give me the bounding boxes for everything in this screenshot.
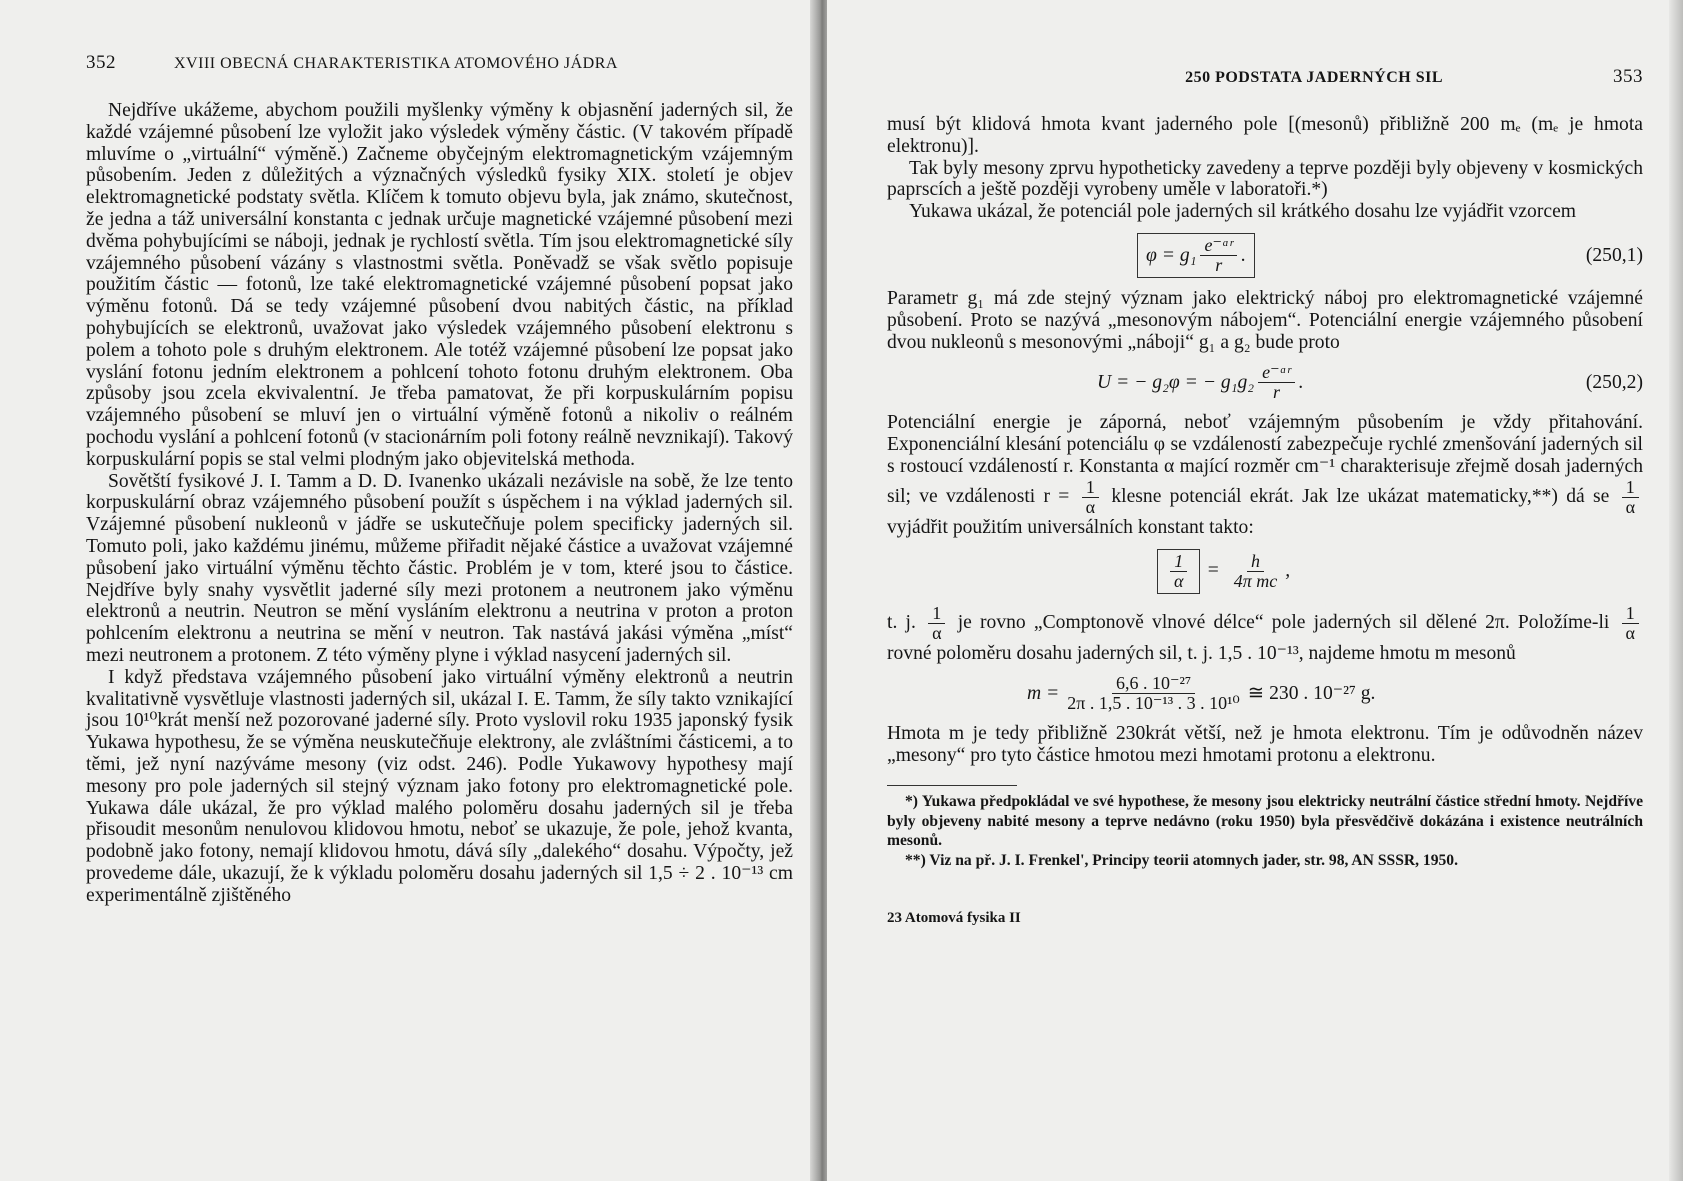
fraction [928, 604, 945, 643]
equation-250-2 [887, 363, 1643, 402]
text-run: klesne potenciál ekrát. Jak lze ukázat matematicky,**) dá se [1111, 485, 1610, 507]
footnote-rule [887, 785, 1017, 786]
left-page-header [86, 52, 793, 78]
paragraph: Sovětští fysikové J. I. Tamm a D. D. Ivanenko ukázali nezávisle na sobě, že lze tento korpuskulární obraz vzájemného působení použít s úspěchem i na výklad jaderných sil. Vzájemné působení nukleonů v jádře se uskutečňuje polem specificky jaderných sil. Tomuto poli, jako každému jinému, můžeme přiřadit nějaké částice a uvažovat vzájemné působení jako virtuální výměnu těchto částic. Problém je v tom, které jsou to částice. Nejdříve byly snahy vysvětlit jaderné síly mezi protonem a neutronem jako výměnu elektronů a neutrin. Neutron se mění vysláním elektronu a neutrina v proton a proton pohlcením elektronu a neutrina se mění v neutron. Tak nastává jakási výměna „míst“ mezi neutronem a protonem. Z této výměny plyne i výklad nasycení jaderných sil. [86, 470, 793, 666]
equation-number: (250,2) [1585, 371, 1643, 393]
fraction-denominator: 4π mc [1233, 570, 1278, 591]
fraction-numerator: 1 [928, 604, 945, 624]
fraction [1170, 552, 1187, 591]
left-running-head: XVIII OBECNÁ CHARAKTERISTIKA ATOMOVÉHO JÁDRA [174, 55, 618, 72]
fraction-numerator: 1 [1622, 604, 1639, 624]
fraction-denominator: α [1625, 622, 1635, 643]
left-page-body [86, 100, 793, 906]
text-run: Potenciální energie je záporná, neboť vzájemným působením je vždy přitahování. Exponenciální klesání potenciálu φ se vzdáleností zabezpečuje rychlé zmenšování jaderných sil s rostoucí vzdáleností r. Konstanta α mající rozměr cm⁻¹ charakterisuje zřejmě dosah jaderných sil; ve vzdálenosti r = [887, 412, 1643, 507]
equation-250-1 [887, 233, 1643, 278]
fraction-denominator: α [932, 622, 942, 643]
fraction [1258, 363, 1295, 402]
right-page-header [887, 66, 1643, 92]
equation-lhs: m = [1027, 682, 1060, 704]
paragraph: Tak byly mesony zprvu hypotheticky zavedeny a teprve později byly objeveny v kosmických paprscích a ještě později vyrobeny uměle v laboratoři.*) [887, 157, 1643, 201]
fraction [1622, 604, 1639, 643]
fraction-denominator: α [1174, 570, 1184, 591]
equation-box [1157, 549, 1200, 594]
equation-compton [887, 549, 1643, 594]
equals-sign: = [1206, 560, 1220, 582]
equation-tail: , [1285, 560, 1291, 582]
footnote: *) Yukawa předpokládal ve své hypothese, že mesony jsou elektricky neutrální částice střední hmoty. Nejdříve byly objeveny nabité mesony a teprve nedávno (roku 1950) byla přesvědčivě dokázána i existence neutrálních mesonů. [887, 792, 1643, 850]
fraction [1200, 236, 1237, 275]
paragraph: Yukawa ukázal, že potenciál pole jaderných sil krátkého dosahu lze vyjádřit vzorcem [909, 201, 1577, 223]
text-run: je rovno „Comptonově vlnové délce“ pole jaderných sil dělené 2π. Položíme-li [957, 611, 1610, 633]
fraction-denominator: r [1215, 254, 1223, 275]
fraction-numerator: 1 [1170, 552, 1187, 572]
paragraph: I když představa vzájemného působení jako virtuální výměny elektronů a neutrin kvalitativně vysvětluje vlastnosti jaderných sil, ukázal I. E. Tamm, že síly takto vznikající jsou 10¹⁰krát menší než pozorované jaderné síly. Proto vyslovil roku 1935 japonský fysik Yukawa hypothesu, že se výměna neuskutečňuje elektrony, ale zvláštními částicemi, a to těmi, jež nyní nazýváme mesony (viz odst. 246). Podle Yukawovy hypothesy mají mesony pro pole jaderných sil stejný význam jako fotony pro elektromagnetické pole. Yukawa dále ukázal, že pro výklad malého poloměru dosahu jaderných sil je třeba přisoudit mesonům nenulovou klidovou hmotu, neboť se ukazuje, že pole, jehož kvanta, podobně jako fotony, nemají klidovou hmotu, dává síly „dalekého“ dosahu. Výpočty, jež provedeme dále, ukazují, že k výkladu poloměru dosahu jaderných sil 1,5 ÷ 2 . 10⁻¹³ cm experimentálně zjištěného [86, 666, 793, 906]
equation-tail: . [1298, 371, 1304, 393]
fraction-denominator: α [1085, 496, 1096, 517]
fraction-numerator: e⁻ᵅʳ [1200, 236, 1237, 256]
fraction-numerator: 1 [1082, 478, 1099, 498]
left-page-number: 352 [86, 52, 116, 73]
equation-tail: . [1241, 244, 1247, 266]
paragraph [887, 604, 1643, 665]
fraction-denominator: r [1272, 382, 1280, 403]
equation-box [1137, 233, 1255, 278]
left-page [0, 0, 823, 1181]
fraction-denominator: α [1625, 496, 1636, 517]
right-page-body [887, 114, 1643, 930]
fraction [1082, 478, 1099, 517]
footnotes [887, 792, 1643, 870]
fraction [1230, 552, 1282, 591]
text-run: t. j. [887, 611, 916, 633]
text-run: rovné poloměru dosahu jaderných sil, t. j. 1,5 . 10⁻¹³, najdeme hmotu m mesonů [887, 642, 1516, 664]
fraction [1063, 674, 1244, 713]
printer-signature: 23 Atomová fysika II [887, 910, 1021, 927]
page-edge-shadow [1669, 0, 1683, 1181]
right-page [827, 0, 1683, 1181]
fraction-numerator: 6,6 . 10⁻²⁷ [1112, 674, 1195, 694]
fraction [1622, 478, 1639, 517]
equation-lhs: U = − g₂φ = − g₁g₂ [1097, 371, 1255, 393]
footnote: **) Viz na př. J. I. Frenkel', Principy teorii atomnych jader, str. 98, AN SSSR, 1950. [905, 851, 1459, 869]
fraction-numerator: h [1247, 552, 1264, 572]
fraction-denominator: 2π . 1,5 . 10⁻¹³ . 3 . 10¹⁰ [1067, 693, 1240, 714]
text-run: vyjádřit použitím universálních konstant takto: [887, 516, 1254, 538]
equation-number: (250,1) [1585, 244, 1643, 266]
paragraph [887, 412, 1643, 538]
paragraph: Parametr g₁ má zde stejný význam jako elektrický náboj pro elektromagnetické vzájemné působení. Proto se nazývá „mesonovým nábojem“. Potenciální energie vzájemného působení dvou nukleonů s mesonovými „náboji“ g₁ a g₂ bude proto [887, 287, 1643, 353]
paragraph: musí být klidová hmota kvant jaderného pole [(mesonů) přibližně 200 mₑ (mₑ je hmota elektronu)]. [887, 114, 1643, 157]
right-page-number: 353 [1613, 66, 1643, 87]
fraction-numerator: e⁻ᵅʳ [1258, 363, 1295, 383]
equation-rhs: ≅ 230 . 10⁻²⁷ g. [1247, 682, 1376, 704]
equation-lhs: φ = g₁ [1146, 244, 1197, 266]
equation-meson-mass [887, 674, 1643, 713]
paragraph: Hmota m je tedy přibližně 230krát větší, než je hmota elektronu. Tím je odůvodněn název „mesony“ pro tyto částice hmotou mezi hmotami protonu a elektronu. [887, 723, 1643, 767]
paragraph: Nejdříve ukážeme, abychom použili myšlenky výměny k objasnění jaderných sil, že každé vzájemné působení lze vyložit jako výsledek výměny částic. (V takovém případě mluvíme o „virtuální“ výměně.) Začneme obyčejným elektromagnetickým vzájemným působením. Jeden z důležitých a význačných výsledků fysiky XIX. století je objev elektromagnetické podstaty světla. Klíčem k tomuto objevu byla, jak známo, skutečnost, že jedna a táž universální konstanta c jednak určuje magnetické vzájemné působení mezi dvěma pohybujícími se náboji, jednak je rychlostí světla. Tím jsou elektromagnetické síly vzájemného působení vázány s vlastnostmi světla. Poněvadž se však světlo popisuje použitím částic — fotonů, lze také elektromagnetické vzájemné působení popsat jako výměnu fotonů. Dá se tedy vzájemné působení dvou nabitých částic, na příklad pohybujících se elektronů, uvažovat jako výsledek vzájemného působení elektronu s polem a tohoto pole s druhým elektronem. Ale totéž vzájemné působení lze popsat jako vyslání fotonu jedním elektronem a pohlcení tohoto fotonu druhým elektronem. Oba způsoby jsou zcela ekvivalentní. Je třeba pamatovat, že při korpuskulárním popisu vzájemného působení se mluví jen o virtuální výměně fotonů a nikoliv o reálném pochodu vyslání a pohlcení fotonů (v stacionárním poli fotony reálně nevznikají). Takový korpuskulární popis se stal velmi plodným jako objevitelská methoda. [86, 100, 793, 470]
fraction-numerator: 1 [1622, 478, 1639, 498]
right-running-head: 250 PODSTATA JADERNÝCH SIL [1185, 69, 1443, 86]
